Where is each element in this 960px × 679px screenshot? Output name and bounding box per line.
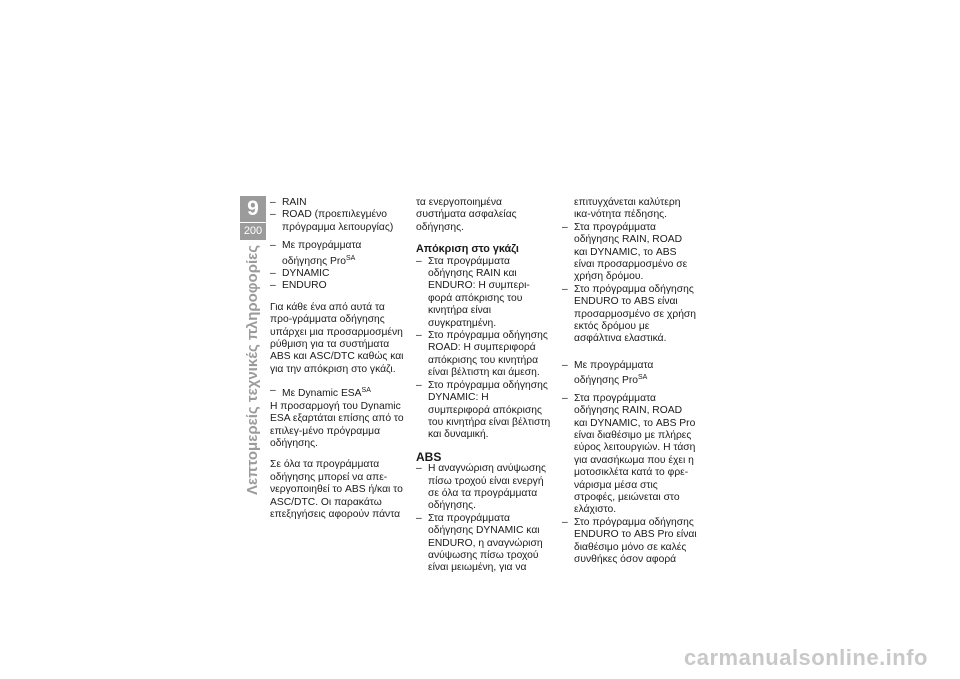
paragraph: επιτυγχάνεται καλύτερη ικα-νότητα πέδησης.: [574, 197, 681, 221]
list-item: – Στο πρόγραμμα οδήγησης ENDURO το ABS είναι προσαρμοσμένο σε χρήση εκτός δρόμου με ασφάλτινα ελαστικά.: [562, 283, 697, 345]
paragraph: Η προσαρμογή του Dynamic ESA εξαρτάται επίσης από το επιλεγ-μένο πρόγραμμα οδήγησης.: [270, 400, 404, 449]
list-item: – Στο πρόγραμμα οδήγησης DYNAMIC: Η συμπεριφορά απόκρισης του κινητήρα είναι βέλτιστη και δυναμική.: [416, 379, 551, 441]
watermark: carmanualsonline.info: [684, 645, 928, 670]
paragraph: Σε όλα τα προγράμματα οδήγησης μπορεί να απε-νεργοποιηθεί το ABS ή/και το ASC/DTC. Οι παρακάτω επεξηγήσεις αφορούν πάντα: [270, 459, 403, 520]
text-column-2: [416, 197, 551, 575]
text-column-3: [562, 197, 697, 566]
chapter-number: 9: [247, 197, 259, 220]
list-item: – Η αναγνώριση ανύψωσης πίσω τροχού είναι ενεργή σε όλα τα προγράμματα οδήγησης.: [416, 463, 546, 512]
list-item: – Στα προγράμματα οδήγησης DYNAMIC και ENDURO, η αναγνώριση ανύψωσης πίσω τροχού είναι μειωμένη, για να: [416, 512, 543, 574]
list-item: – ENDURO: [270, 280, 327, 292]
section-heading: ABS: [416, 449, 442, 464]
list-item: – Με Dynamic $ESA^{SA}$: [270, 385, 371, 400]
paragraph: τα ενεργοποιημένα συστήματα ασφαλείας οδήγησης.: [416, 197, 517, 233]
list-item: – Με προγράμματα οδήγησης Pro$^{SA}$: [270, 240, 362, 267]
page-number: 200: [240, 222, 266, 239]
list-item: – ROAD (προεπιλεγμένο πρόγραμμα λειτουργίας): [270, 209, 394, 233]
list-item: – Στα προγράμματα οδήγησης RAIN και ENDURO: Η συμπερι-φορά απόκρισης του κινητήρα είναι συγκρατημένη.: [416, 255, 530, 329]
list-item: – Στα προγράμματα οδήγησης RAIN, ROAD και DYNAMIC, το ABS Pro είναι διαθέσιμο με πλήρες εύρος λειτουργιών. Η τάση για ανασήκωμα που έχει η μοτοσικλέτα κατά το φρε-νάρισμα μέσα στις στροφές, μειώνεται στο ελάχιστο.: [562, 392, 696, 516]
list-item: – Με προγράμματα οδήγησης Pro$^{SA}$: [562, 359, 654, 387]
list-item: – RAIN: [270, 197, 307, 208]
section-heading: Απόκριση στο γκάζι: [416, 243, 519, 256]
text-column-1: [270, 197, 405, 521]
list-item: – DYNAMIC: [270, 268, 330, 280]
chapter-side-label: Λεπτομερείς τεχνικές πληροφορίες: [244, 244, 261, 495]
chapter-tab: [240, 196, 266, 240]
list-item: – Στο πρόγραμμα οδήγησης ENDURO το ABS Pro είναι διαθέσιμο μόνο σε καλές συνθήκες όσον αφορά: [562, 516, 697, 565]
list-item: – Στο πρόγραμμα οδήγησης ROAD: Η συμπεριφορά απόκρισης του κινητήρα είναι βέλτιστη και άμεση.: [416, 330, 548, 379]
list-item: – Στα προγράμματα οδήγησης RAIN, ROAD και DYNAMIC, το ABS είναι προσαρμοσμένο σε χρήση δρόμου.: [562, 221, 688, 283]
paragraph: Για κάθε ένα από αυτά τα προ-γράμματα οδήγησης υπάρχει μια προσαρμοσμένη ρύθμιση για τα συστήματα ABS και ASC/DTC καθώς και για την απόκριση στο γκάζι.: [270, 301, 404, 375]
